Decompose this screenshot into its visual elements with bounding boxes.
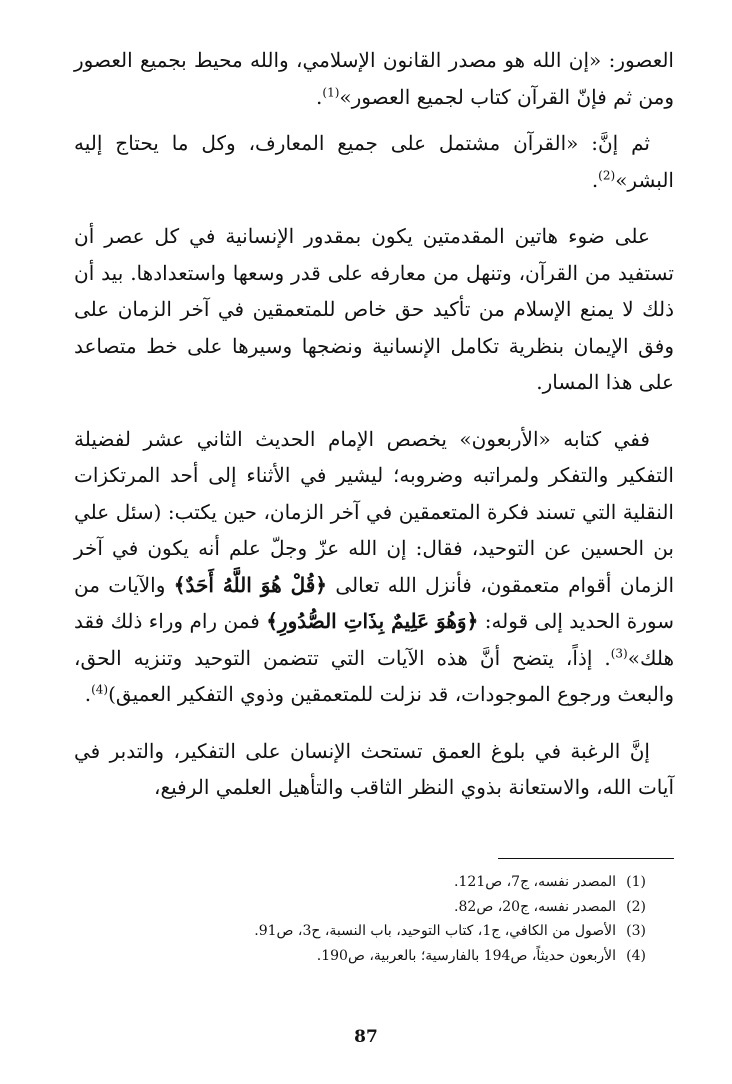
paragraph-5	[74, 733, 674, 806]
paragraph-4-text-d: . إذاً، يتضح أنَّ هذه الآيات التي تتضمن التوحيد وتنزيه الحق، والبعث ورجوع الموجودات، قد نزلت للمتعمقين وذوي التفكير العميق)	[74, 645, 674, 706]
paragraph-4-text-b: والآيات من سورة الحديد إلى قوله:	[74, 572, 674, 633]
footnote-text: المصدر نفسه، ج20، ص82.	[454, 898, 616, 915]
paragraph-4-text-a: ففي كتابه «الأربعون» يخصص الإمام الحديث الثاني عشر لفضيلة التفكير والتفكر ولمراتبه وضروبه؛ ليشير في الأثناء إلى أحد المرتكزات النقلية التي تسند فكرة المتعمقين في آخر الزمان، حين يكتب: (سئل علي بن الحسين عن التوحيد، فقال: إن الله عزّ وجلّ علم أنه يكون في آخر الزمان أقوام متعمقون، فأنزل الله تعالى	[74, 426, 675, 597]
paragraph-2	[74, 125, 674, 198]
footnote-number: (2)	[626, 898, 646, 915]
footnote-ref-1[interactable]: (1)	[322, 84, 340, 99]
footnote-divider	[498, 858, 674, 859]
footnote-item	[126, 895, 646, 920]
paragraph-1-text: العصور: «إن الله هو مصدر القانون الإسلامي، والله محيط بجميع العصور ومن ثم فإنّ القرآن كتاب لجميع العصور»	[74, 48, 674, 109]
paragraph-2-tail: .	[591, 167, 599, 192]
footnote-text: الأربعون حديثاً، ص194 بالفارسية؛ بالعربية، ص190.	[316, 947, 616, 964]
footnote-item	[126, 919, 646, 944]
footnote-number: (1)	[626, 874, 646, 890]
page-body	[74, 42, 674, 806]
paragraph-1-tail: .	[316, 84, 323, 109]
quran-verse-1: ﴿قُلْ هُوَ اللَّهُ أَحَدٌ﴾	[173, 572, 327, 597]
footnote-ref-4[interactable]: (4)	[91, 682, 109, 697]
quran-verse-2: ﴿وَهُوَ عَلِيمٌ بِذَاتِ الصُّدُورِ﴾	[266, 609, 479, 633]
paragraph-3-text: على ضوء هاتين المقدمتين يكون بمقدور الإنسانية في كل عصر أن تستفيد من القرآن، وتنهل من معارفه على قدر وسعها واستعدادها. بيد أن ذلك لا يمنع الإسلام من تأكيد حق خاص للمتعمقين في آخر الزمان على وفق الإيمان بنظرية تكامل الإنسانية ونضجها وسيرها على خط متصاعد على هذا المسار.	[74, 224, 674, 394]
paragraph-4	[74, 421, 674, 713]
footnote-text: المصدر نفسه، ج7، ص121.	[454, 874, 616, 890]
paragraph-3	[74, 218, 674, 401]
paragraph-2-text: ثم إنَّ: «القرآن مشتمل على جميع المعارف، وكل ما يحتاج إليه البشر»	[74, 131, 674, 192]
footnote-number: (3)	[626, 923, 646, 939]
page-number: 87	[354, 1027, 378, 1047]
paragraph-4-text-c: فمن رام وراء ذلك فقد هلك»	[74, 609, 674, 670]
footnote-item	[126, 870, 646, 895]
footnote-number: (4)	[626, 947, 646, 964]
footnote-ref-2[interactable]: (2)	[598, 167, 616, 182]
footnote-item	[126, 944, 646, 969]
paragraph-4-tail: .	[84, 682, 92, 706]
paragraph-1	[74, 42, 674, 115]
footnote-text: الأصول من الكافي، ج1، كتاب التوحيد، باب النسبة، ح3، ص91.	[254, 923, 616, 939]
paragraph-5-text: إنَّ الرغبة في بلوغ العمق تستحث الإنسان على التفكير، والتدبر في آيات الله، والاستعانة بذوي النظر الثاقب والتأهيل العلمي الرفيع،	[74, 738, 674, 799]
footnote-ref-3[interactable]: (3)	[610, 645, 628, 660]
footnotes	[126, 870, 646, 968]
